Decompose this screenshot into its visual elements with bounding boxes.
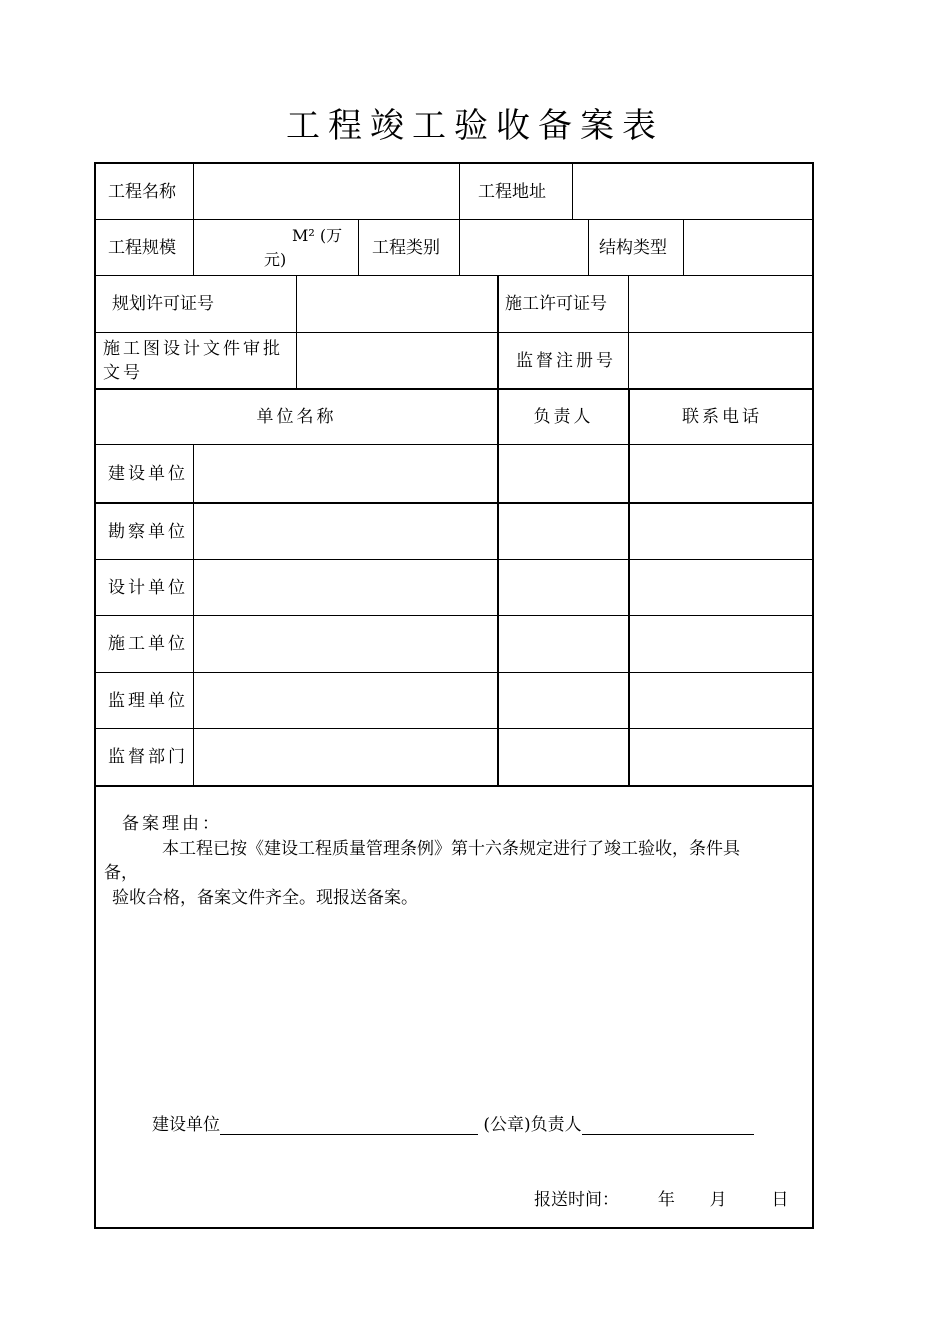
- unit-person-field[interactable]: [499, 445, 628, 502]
- supervision-reg-label: 监督注册号: [516, 350, 616, 371]
- scale-unit-line2: 元): [264, 250, 287, 269]
- construction-permit-field[interactable]: [629, 276, 813, 332]
- header-phone: 联系电话: [682, 407, 762, 427]
- unit-phone-field[interactable]: [630, 504, 814, 559]
- unit-row-label: 设计单位: [108, 577, 188, 598]
- unit-person-field[interactable]: [499, 673, 628, 728]
- unit-phone-field[interactable]: [630, 616, 814, 672]
- reason-text-wrap: 备，: [104, 863, 138, 883]
- project-scale-label: 工程规模: [108, 237, 176, 258]
- month-label: 月: [709, 1190, 727, 1210]
- filing-form: [94, 162, 814, 1229]
- seal-person-label: (公章)负责人: [483, 1115, 582, 1135]
- unit-name-field[interactable]: [194, 560, 497, 615]
- header-unit-name: 单位名称: [256, 407, 337, 427]
- unit-row-label: 勘察单位: [108, 521, 188, 542]
- person-blank[interactable]: [582, 1116, 754, 1135]
- unit-name-field[interactable]: [194, 616, 497, 672]
- unit-name-field[interactable]: [194, 673, 497, 728]
- unit-phone-field[interactable]: [630, 729, 814, 785]
- project-address-label: 工程地址: [478, 181, 546, 202]
- submit-date-label: 报送时间：: [534, 1190, 619, 1210]
- project-category-field[interactable]: [460, 220, 588, 275]
- year-label: 年: [657, 1190, 675, 1210]
- unit-person-field[interactable]: [499, 504, 628, 559]
- unit-name-field[interactable]: [194, 445, 497, 502]
- reason-heading: 备案理由：: [122, 814, 222, 834]
- reason-text-line2: 验收合格，备案文件齐全。现报送备案。: [112, 888, 418, 908]
- reason-text-line1: 本工程已按《建设工程质量管理条例》第十六条规定进行了竣工验收，条件具: [162, 839, 740, 859]
- unit-person-field[interactable]: [499, 729, 628, 785]
- unit-phone-field[interactable]: [630, 560, 814, 615]
- supervision-reg-field[interactable]: [629, 333, 813, 388]
- unit-row-label: 监督部门: [108, 747, 188, 767]
- structure-type-label: 结构类型: [599, 237, 667, 258]
- drawing-approval-field[interactable]: [297, 333, 497, 388]
- planning-permit-label: 规划许可证号: [112, 294, 214, 314]
- project-name-field[interactable]: [194, 164, 459, 219]
- unit-name-field[interactable]: [194, 504, 497, 559]
- planning-permit-field[interactable]: [297, 276, 497, 332]
- page-title: 工程竣工验收备案表: [286, 106, 664, 146]
- scale-unit-line1: M² (万: [292, 226, 343, 245]
- unit-row-label: 监理单位: [108, 690, 188, 711]
- construction-permit-label: 施工许可证号: [505, 294, 607, 314]
- unit-phone-field[interactable]: [630, 445, 814, 502]
- unit-phone-field[interactable]: [630, 673, 814, 728]
- unit-name-field[interactable]: [194, 729, 497, 785]
- unit-row-label: 施工单位: [108, 634, 188, 654]
- header-person: 负责人: [533, 407, 594, 427]
- structure-type-field[interactable]: [684, 220, 813, 275]
- project-address-field[interactable]: [573, 164, 813, 219]
- project-name-label: 工程名称: [108, 181, 176, 202]
- unit-person-field[interactable]: [499, 616, 628, 672]
- day-label: 日: [771, 1190, 789, 1210]
- construction-unit-blank[interactable]: [220, 1116, 478, 1135]
- project-category-label: 工程类别: [372, 237, 440, 258]
- unit-person-field[interactable]: [499, 560, 628, 615]
- signature-line: [152, 1110, 754, 1135]
- date-line: [534, 1185, 788, 1210]
- construction-unit-label: 建设单位: [152, 1115, 220, 1135]
- unit-row-label: 建设单位: [108, 463, 188, 484]
- drawing-approval-label: 施工图设计文件审批文号: [103, 338, 283, 383]
